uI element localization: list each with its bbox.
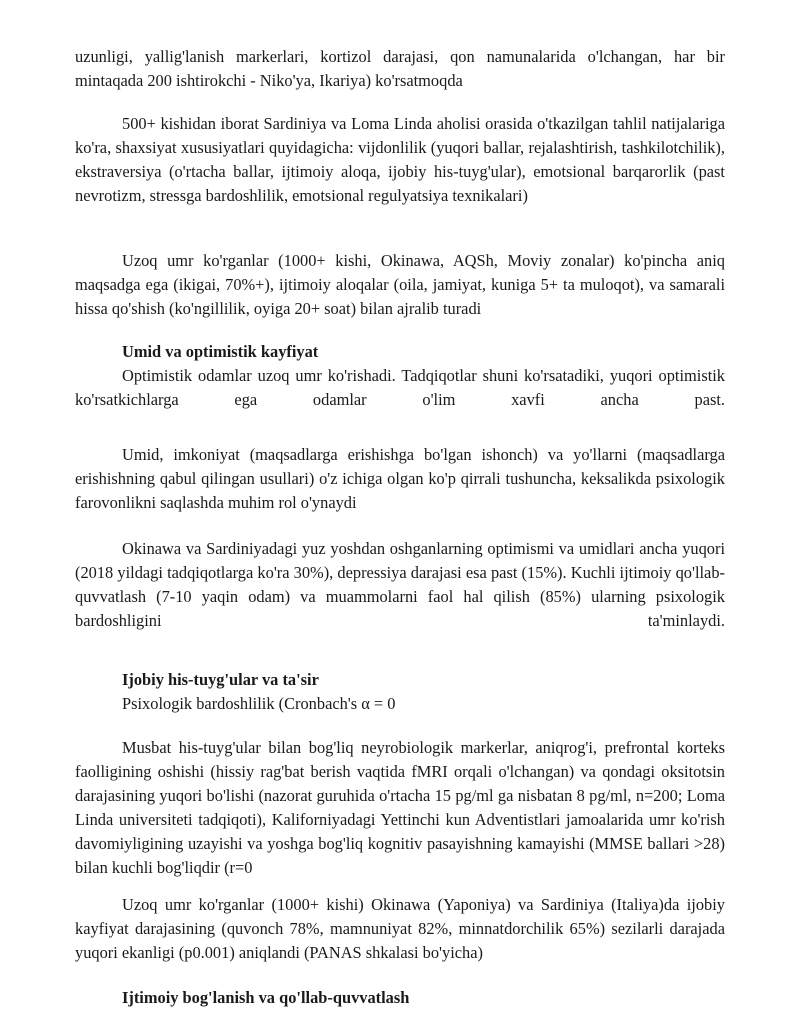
paragraph-centenarians-optimism: Okinawa va Sardiniyadagi yuz yoshdan oshganlarning optimismi va umidlari ancha yuqori (2018 yildagi tadqiqotlarga ko'ra 30%), depressiya darajasi esa past (15%). Kuchli ijtimoiy qo'llab-quvvatlash (7-10 yaqin odam) va muammolarni faol hal qilish (85%) ularning psixologik bardoshligini ta'minlaydi.: [75, 539, 725, 630]
paragraph-positive-mood: Uzoq umr ko'rganlar (1000+ kishi) Okinawa (Yaponiya) va Sardiniya (Italiya)da ijobiy kayfiyat darajasining (quvonch 78%, mamnuniyat 82%, minnatdorchilik 65%) sezilarli darajada yuqori ekanligi (p0.001) aniqlandi (PANAS shkalasi bo'yicha): [75, 895, 725, 962]
paragraph-long-livers: Uzoq umr ko'rganlar (1000+ kishi, Okinawa, AQSh, Moviy zonalar) ko'pincha aniq maqsadga ega (ikigai, 70%+), ijtimoiy aloqalar (oila, jamiyat, kuniga 5+ ta muloqot), va samarali hissa qo'shish (ko'ngillilik, oyiga 20+ soat) bilan ajralib turadi: [75, 251, 725, 318]
resilience-line: Psixologik bardoshlilik (Cronbach's α = 0: [122, 694, 396, 713]
section-heading-positive-emotions: Ijobiy his-tuyg'ular va ta'sir: [122, 670, 319, 689]
paragraph-continuation: uzunligi, yallig'lanish markerlari, kortizol darajasi, qon namunalarida o'lchangan, har bir mintaqada 200 ishtirokchi - Niko'ya, Ikariya) ko'rsatmoqda: [75, 47, 725, 90]
paragraph-hope-definition: Umid, imkoniyat (maqsadlarga erishishga bo'lgan ishonch) va yo'llarni (maqsadlarga erishishning qabul qilingan usullari) o'z ichiga olgan ko'p qirrali tushuncha, keksalikda psixologik farovonlikni saqlashda muhim rol o'ynaydi: [75, 445, 725, 512]
section-heading-hope-optimism: Umid va optimistik kayfiyat: [122, 342, 319, 361]
paragraph-personality-traits: 500+ kishidan iborat Sardiniya va Loma Linda aholisi orasida o'tkazilgan tahlil natijalariga ko'ra, shaxsiyat xususiyatlari quyidagicha: vijdonlilik (yuqori ballar, rejalashtirish, tashkilotchilik), ekstraversiya (o'rtacha ballar, ijtimoiy aloqa, ijobiy his-tuyg'ular), emotsional barqarorlik (past nevrotizm, stressga bardoshlilik, emotsional regulyatsiya texnikalari): [75, 114, 725, 205]
section-heading-social-connection: Ijtimoiy bog'lanish va qo'llab-quvvatlash: [122, 988, 410, 1007]
paragraph-optimists: Optimistik odamlar uzoq umr ko'rishadi. Tadqiqotlar shuni ko'rsatadiki, yuqori optimistik ko'rsatkichlarga ega odamlar o'lim xavfi ancha past.: [75, 366, 725, 409]
paragraph-neurobiological-markers: Musbat his-tuyg'ular bilan bog'liq neyrobiologik markerlar, aniqrog'i, prefrontal korteks faolligining oshishi (hissiy rag'bat berish vaqtida fMRI orqali o'lchangan) va qondagi oksitotsin darajasining yuqori bo'lishi (nazorat guruhida o'rtacha 15 pg/ml ga nisbatan 8 pg/ml, n=200; Loma Linda universiteti tadqiqoti), Kaliforniyadagi Yettinchi kun Adventistlari jamoalarida umr ko'rish davomiyligining uzayishi va yoshga bog'liq kognitiv pasayishning kamayishi (MMSE ballari >28) bilan kuchli bog'liqdir (r=0: [75, 738, 725, 877]
